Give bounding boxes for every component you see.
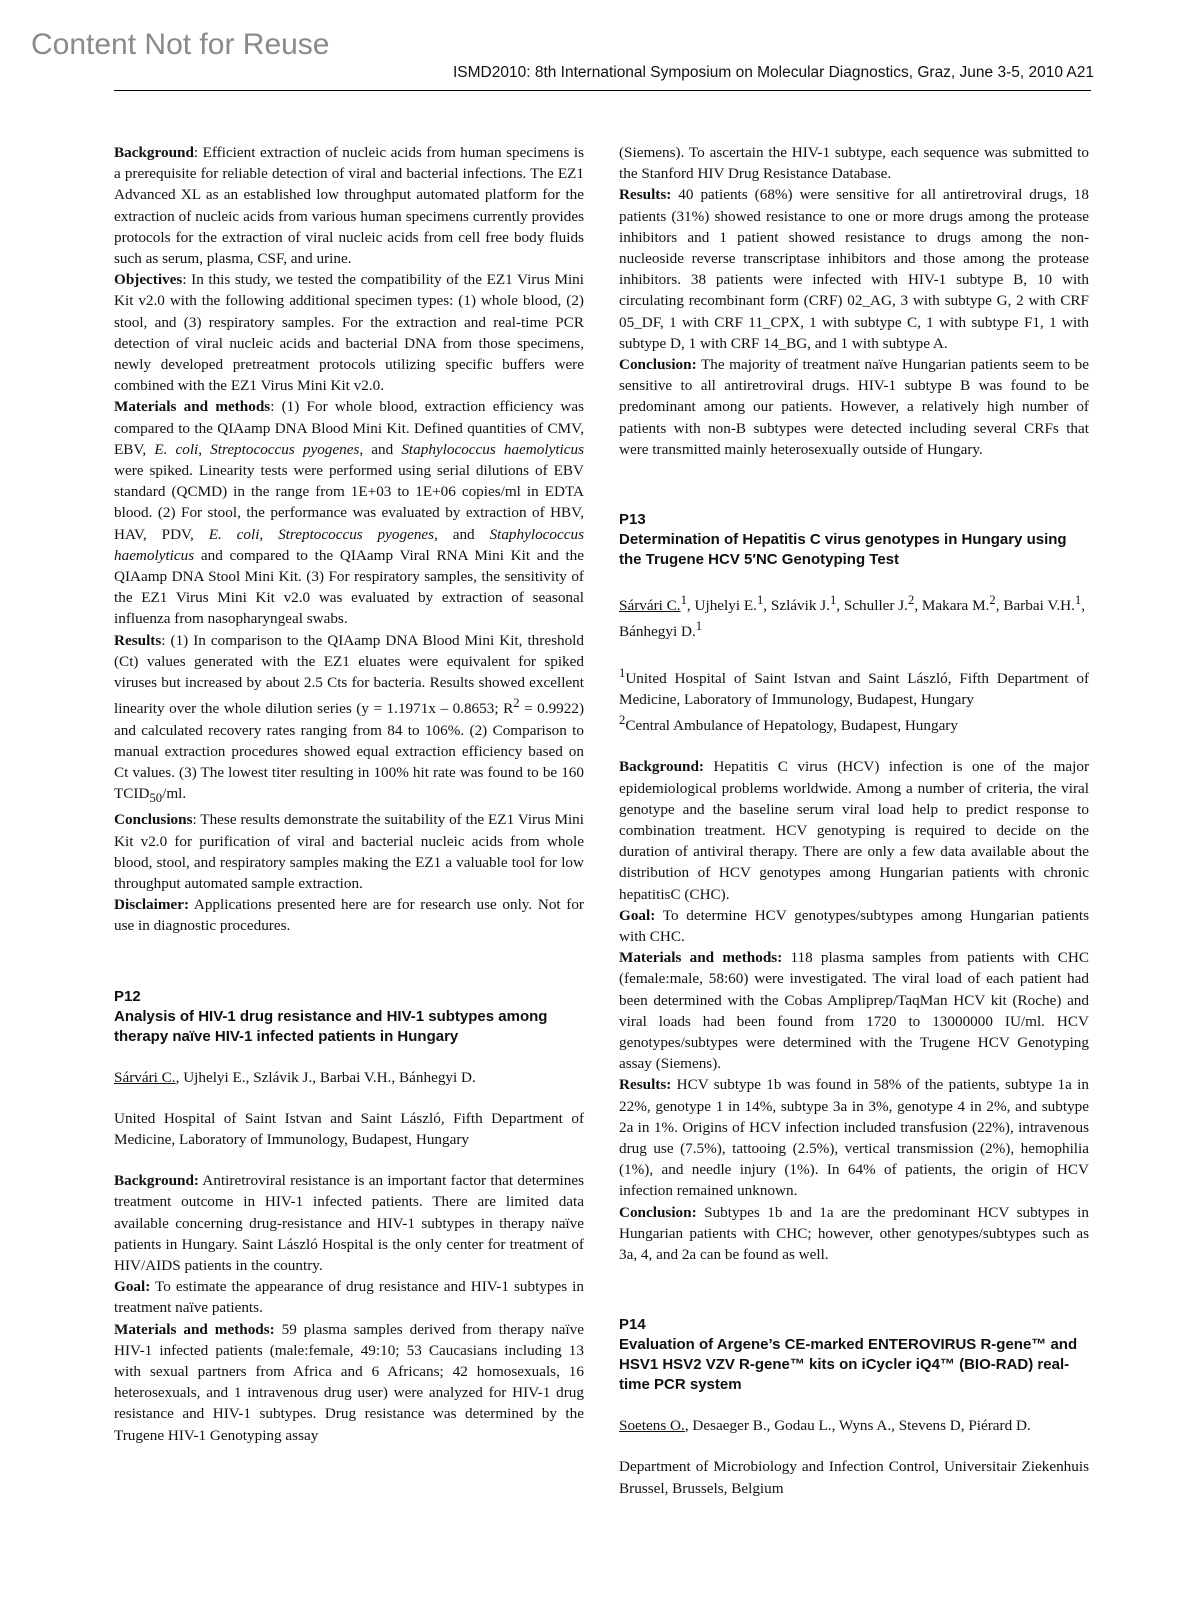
running-header: ISMD2010: 8th International Symposium on Molecular Diagnostics, Graz, June 3-5, 2010 A21 [452,64,1094,81]
methods-text: 118 plasma samples from patients with CHC (female:male, 58:60) were investigated. The viral load of each patient had been determined with the Cobas Ampliprep/TaqMan HCV kit (Roche) and viral loads had been found from 1720 to 13000000 IU/ml. HCV genotypes/subtypes were determined with the Trugene HCV Genotyping assay (Siemens). [619,949,1090,1073]
methods-label: Materials and methods [114,398,271,416]
species-name: E. coli [154,440,199,458]
background-label: Background [114,144,194,161]
affiliation-marker: 2 [619,713,626,728]
abstract-objectives [114,269,584,396]
abstract-title-p14: Evaluation of Argene’s CE-marked ENTEROVIRUS R-gene™ and HSV1 HSV2 VZV R-gene™ kits on iCycler iQ4™ (BIO-RAD) real-time PCR system [619,1336,1078,1394]
methods-text: , and [434,525,490,543]
abstract-id-p12: P12 [114,987,141,1005]
author-list: , Bánhegyi D. [619,597,1086,641]
conclusion-label: Conclusion: [619,1203,697,1221]
p12-methods-continued: (Siemens). To ascertain the HIV-1 subtype, each sequence was submitted to the Stanford HIV Drug Resistance Database. [619,144,1089,183]
affiliation-marker: 2 [907,593,915,608]
species-name: Streptococcus pyogenes [210,440,360,458]
conclusions-text: : These results demonstrate the suitability of the EZ1 Virus Mini Kit v2.0 for purification of viral and bacterial nucleic acids from whole blood, stool, and respiratory samples making the EZ1 a valuable tool for low throughput automated sample extraction. [114,811,584,892]
species-name: E. coli [208,525,260,543]
subscript: 50 [149,791,163,806]
methods-text: , and [359,440,402,458]
background-label: Background: [619,758,704,776]
presenter-name: Sárvári C. [619,597,681,615]
results-text: = 0.9922) and calculated recovery rates ranging from 84 to 106%. (2) Comparison to manual extraction procedures showed equal extraction efficiency based on Ct values. (3) The lowest titer resulting in 100% hit rate was found to be 160 TCID [114,700,584,803]
abstract-results [114,630,584,810]
methods-text: and compared to the QIAamp Viral RNA Mini Kit and the QIAamp DNA Stool Mini Kit. (3) For respiratory samples, the sensitivity of the EZ1 Virus Mini Kit v2.0 was evaluated by extraction of seasonal influenza from nasopharyngeal swabs. [114,546,584,628]
affiliation-marker: 1 [756,593,764,608]
header-rule [114,90,1091,91]
results-label: Results: [619,1076,672,1094]
p13-goal [619,905,1089,947]
p12-background [114,1170,584,1276]
left-column [114,142,584,1446]
abstract-title-p12: Analysis of HIV-1 drug resistance and HIV-1 subtypes among therapy naïve HIV-1 infected patients in Hungary [114,1007,548,1045]
results-text: /ml. [162,785,187,803]
species-name: Staphylococcus haemolyticus [401,440,585,458]
superscript: 2 [513,696,520,711]
authors-p12 [114,1067,584,1088]
affiliation-marker: 1 [829,593,837,608]
authors-p14 [619,1415,1089,1436]
results-text: : (1) In comparison to the QIAamp DNA Blood Mini Kit, threshold (Ct) values generated with the EZ1 eluates were equivalent for spiked viruses but increased by about 2.5 Cts for bacteria. Results showed excellent linearity over the whole dilution series (y = 1.1971x – 0.8653; R [114,631,584,718]
affiliation-p14: Department of Microbiology and Infection Control, Universitair Ziekenhuis Brussel, Brussels, Belgium [619,1458,1089,1497]
affiliation-text: Central Ambulance of Hepatology, Budapest, Hungary [625,717,958,735]
p13-results [619,1074,1089,1201]
results-label: Results [114,631,162,649]
species-name: Streptococcus pyogenes [278,525,435,543]
affiliation-marker: 1 [1074,593,1082,608]
results-label: Results: [619,186,672,204]
affiliation-p12: United Hospital of Saint Istvan and Saint László, Fifth Department of Medicine, Laboratory of Immunology, Budapest, Hungary [114,1109,584,1149]
affiliation-marker: 1 [695,619,703,634]
results-text: HCV subtype 1b was found in 58% of the patients, subtype 1a in 22%, genotype 1 in 14%, subtype 3a in 3%, genotype 4 in 2%, and subtype 2a in 1%. Origins of HCV infection included transfusion (22%), intravenous drug use (7.5%), tattooing (2.5%), vertical transmission (2%), hemophilia (1%), and needle injury (1%). In 64% of patients, the origin of HCV infection remained unknown. [619,1076,1089,1200]
affiliation-p13-2 [619,710,1089,736]
goal-label: Goal: [619,906,656,924]
methods-text: 59 plasma samples derived from therapy naïve HIV-1 infected patients (male:female, 49:10; 53 Caucasians including 13 with sexual partners from Africa and 6 Africans; 42 homosexuals, 16 heterosexuals, and 1 intravenous drug user) were analyzed for HIV-1 drug resistance and HIV-1 subtypes. Drug resistance was determined by the Trugene HIV-1 Genotyping assay [114,1320,584,1444]
p12-methods [114,1319,584,1446]
p13-background [619,756,1089,904]
watermark: Content Not for Reuse [31,28,330,61]
abstract-methods [114,396,584,629]
abstract-id-p13: P13 [619,511,646,529]
background-label: Background: [114,1172,199,1190]
conclusion-label: Conclusion: [619,356,697,374]
disclaimer-text: Applications presented here are for research use only. Not for use in diagnostic procedures. [114,896,584,935]
goal-text: To determine HCV genotypes/subtypes among Hungarian patients with CHC. [619,906,1089,945]
goal-text: To estimate the appearance of drug resistance and HIV-1 subtypes in treatment naïve patients. [114,1278,584,1317]
conclusion-text: The majority of treatment naïve Hungarian patients seem to be sensitive to all antiretroviral drugs. HIV-1 subtype B was found to be predominant among our patients. However, a relatively high number of patients with non-B subtypes were detected including several CRFs that were transmitted mainly heterosexually outside of Hungary. [619,356,1089,458]
author-list: , Makara M. [914,597,990,615]
p12-results [619,184,1089,354]
affiliation-p13-1 [619,663,1089,710]
affiliation-marker: 2 [989,593,996,608]
affiliation-marker: 1 [680,593,687,608]
right-column [619,142,1089,1499]
affiliation-marker: 1 [619,665,626,680]
p13-methods [619,947,1089,1074]
methods-text: were spiked. Linearity tests were performed using serial dilutions of EBV standard (QCMD) in the range from 1E+03 to 1E+06 copies/ml in EDTA blood. (2) For stool, the performance was evaluated by extraction of HBV, HAV, PDV, [114,462,584,543]
results-text: 40 patients (68%) were sensitive for all antiretroviral drugs, 18 patients (31%) showed resistance to one or more drugs among the protease inhibitors and 1 patient showed resistance to drugs among the non-nucleoside reverse transcriptase inhibitors and those among the protease inhibitors. 38 patients were infected with HIV-1 subtype B, 10 with circulating recombinant form (CRF) 02_AG, 3 with subtype G, 2 with CRF 05_DF, 1 with CRF 11_CPX, 1 with subtype C, 1 with subtype F1, 1 with subtype D, 1 with CRF 14_BG, and 1 with subtype A. [619,186,1089,352]
conclusions-label: Conclusions [114,811,193,829]
methods-text: : (1) For whole blood, extraction efficiency was compared to the QIAamp DNA Blood Mini Kit. Defined quantities of CMV, EBV, [114,398,584,458]
author-list: , Schuller J. [836,597,908,615]
goal-label: Goal: [114,1278,151,1296]
author-list: , Ujhelyi E. [686,597,757,615]
abstract-id-p14: P14 [619,1316,646,1334]
author-list: , Ujhelyi E., Szlávik J., Barbai V.H., Bánhegyi D. [175,1068,476,1086]
methods-text: , [198,440,211,458]
author-list: , Barbai V.H. [995,597,1075,615]
abstract-conclusions [114,809,584,894]
species-name: Staphylococcus haemolyticus [114,525,584,564]
abstract-title-p13: Determination of Hepatitis C virus genotypes in Hungary using the Trugene HCV 5′NC Genotyping Test [619,531,1067,569]
methods-label: Materials and methods: [619,949,783,967]
affiliation-text: United Hospital of Saint Istvan and Saint László, Fifth Department of Medicine, Laboratory of Immunology, Budapest, Hungary [619,669,1089,708]
disclaimer-label: Disclaimer: [114,896,190,914]
methods-text: , [259,525,279,543]
p13-conclusion [619,1202,1089,1266]
background-text: : Efficient extraction of nucleic acids from human specimens is a prerequisite for reliable detection of viral and bacterial infections. The EZ1 Advanced XL as an established low throughput automated platform for the extraction of nucleic acids from various human specimens currently provides protocols for the extraction of viral nucleic acids from cell free body fluids such as serum, plasma, CSF, and urine. [114,144,584,268]
methods-label: Materials and methods: [114,1320,275,1338]
background-text: Antiretroviral resistance is an important factor that determines treatment outcome in HIV-1 infected patients. There are limited data available concerning drug-resistance and HIV-1 subtypes in therapy naïve patients in Hungary. Saint László Hospital is the only center for treatment of HIV/AIDS patients in the country. [114,1172,584,1275]
p12-conclusion [619,354,1089,460]
objectives-text: : In this study, we tested the compatibility of the EZ1 Virus Mini Kit v2.0 with the following additional specimen types: (1) whole blood, (2) stool, and (3) respiratory samples. For the extraction and real-time PCR detection of viral nucleic acids and bacterial DNA from those specimens, newly developed pretreatment protocols utilizing specific buffers were combined with the EZ1 Virus Mini Kit v2.0. [114,271,584,395]
objectives-label: Objectives [114,271,183,289]
background-text: Hepatitis C virus (HCV) infection is one of the major epidemiological problems worldwide. Among a number of criteria, the viral genotype and the baseline serum viral load help to predict response to combination treatment. HCV genotyping is required to decide on the duration of antiviral therapy. There are only a few data available about the distribution of HCV genotypes among Hungarian patients with chronic hepatitisC (CHC). [619,758,1089,903]
abstract-background [114,142,584,269]
presenter-name: Sárvári C. [114,1068,176,1086]
abstract-disclaimer [114,894,584,936]
p12-goal [114,1276,584,1318]
conclusion-text: Subtypes 1b and 1a are the predominant HCV subtypes in Hungarian patients with CHC; however, other genotypes/subtypes such as 3a, 4, and 2a can be found as well. [619,1203,1089,1263]
author-list: , Szlávik J. [763,597,830,615]
presenter-name: Soetens O. [619,1417,685,1435]
author-list: , Desaeger B., Godau L., Wyns A., Stevens D, Piérard D. [684,1417,1031,1435]
authors-p13 [619,590,1089,643]
